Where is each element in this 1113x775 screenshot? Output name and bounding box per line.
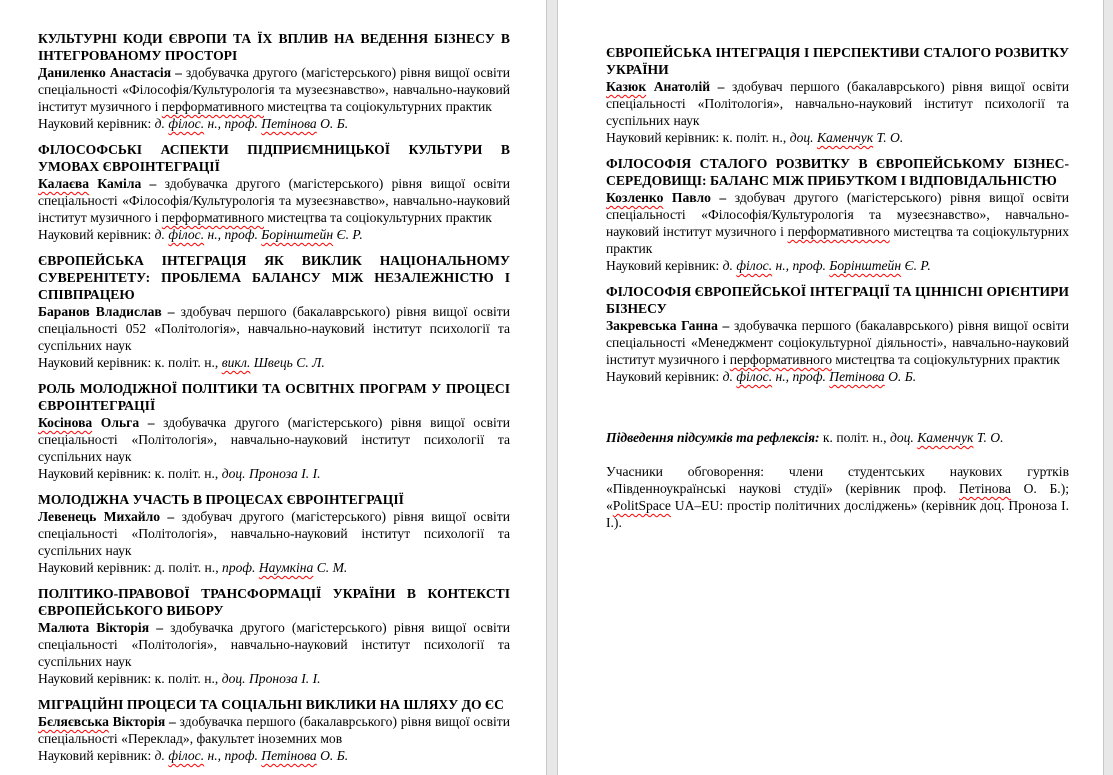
closing-summary-line (606, 429, 1069, 446)
entry-presenter-line (38, 619, 510, 670)
presentation-entry (38, 380, 510, 482)
misspelled-word: Борінштейн (829, 258, 902, 273)
presentation-entry (38, 696, 510, 764)
presentation-entry (38, 141, 510, 243)
misspelled-word: перформативного (161, 99, 264, 114)
misspelled-word: Казюк (606, 79, 647, 94)
text-run: здобувачка першого (бакалаврського) рівня вищої освіти спеціальності «Менеджмент соціокультурної діяльності», навчально-науковий інститут музичного і (606, 318, 1069, 367)
entries (38, 30, 510, 764)
closing (606, 429, 1069, 531)
text-run: здобувач другого (магістерського) рівня вищої освіти спеціальності «Філософія/Культурологія та музеєзнавство», навчально-науковий інститут музичного і (606, 190, 1069, 239)
misspelled-word: Наумкіна (258, 560, 314, 575)
entries (606, 44, 1069, 385)
text-run: здобувачка першого (бакалаврського) рівня вищої освіти спеціальності «Переклад», факультет іноземних мов (38, 714, 510, 746)
misspelled-word: філос. (736, 369, 773, 384)
entry-title: ФІЛОСОФІЯ СТАЛОГО РОЗВИТКУ В ЄВРОПЕЙСЬКОМУ БІЗНЕС-СЕРЕДОВИЩІ: БАЛАНС МІЖ ПРИБУТКОМ І ВІДПОВІДАЛЬНІСТЮ (606, 156, 1069, 188)
text-run: д. (154, 748, 169, 763)
text-run: Т. О. (873, 130, 904, 145)
misspelled-word: Петінова (261, 116, 317, 131)
presentation-entry (606, 44, 1069, 146)
entry-title: ЄВРОПЕЙСЬКА ІНТЕГРАЦІЯ І ПЕРСПЕКТИВИ СТАЛОГО РОЗВИТКУ УКРАЇНИ (606, 45, 1069, 77)
entry-supervisor-line (38, 747, 510, 764)
presentation-entry (38, 491, 510, 576)
entry-presenter-line (606, 317, 1069, 368)
text-run: Науковий керівник: (38, 227, 155, 242)
misspelled-word: Калаєва (38, 176, 90, 191)
presentation-entry (38, 30, 510, 132)
entry-presenter-line (38, 414, 510, 465)
page-right (558, 0, 1104, 775)
entry-supervisor-line (606, 368, 1069, 385)
text-run: О. Б. (884, 369, 917, 384)
text-run: О. Б. (316, 748, 349, 763)
text-run: Учасники обговорення: члени студентських наукових гуртків «Південноукраїнські наукові студії» (керівник проф. (606, 464, 1069, 496)
text-run: д. (154, 227, 169, 242)
text-run: Даниленко Анастасія – (38, 65, 182, 80)
entry-presenter-line (606, 189, 1069, 257)
text-run: доц. (789, 130, 817, 145)
entry-supervisor-line (38, 354, 510, 371)
entry-title: ФІЛОСОФСЬКІ АСПЕКТИ ПІДПРИЄМНИЦЬКОЇ КУЛЬТУРИ В УМОВАХ ЄВРОІНТЕГРАЦІЇ (38, 142, 510, 174)
text-run: здобувачка другого (магістерського) рівня вищої освіти спеціальності «Політологія», навчально-науковий інститут психології та суспільних наук (38, 620, 510, 669)
text-run: Науковий керівник: (606, 369, 723, 384)
text-run: н., проф. (772, 258, 830, 273)
text-run: мистецтва та соціокультурних практик (264, 210, 492, 225)
text-run: здобувач другого (магістерського) рівня вищої освіти спеціальності «Політологія», навчально-науковий інститут психології та суспільних наук (38, 509, 510, 558)
text-run: Є. Р. (333, 227, 363, 242)
entry-supervisor-line (38, 115, 510, 132)
text-run: д. (154, 116, 169, 131)
text-run: здобувач першого (бакалаврського) рівня вищої освіти спеціальності 052 «Політологія», навчально-науковий інститут психології та суспільних наук (38, 304, 510, 353)
text-run: Ольга – (92, 415, 155, 430)
entry-supervisor-line (606, 129, 1069, 146)
entry-presenter-line (606, 78, 1069, 129)
presentation-entry (606, 155, 1069, 274)
text-run: Науковий керівник: к. політ. н., (606, 130, 790, 145)
text-run: Закревська Ганна – (606, 318, 730, 333)
entry-supervisor-line (38, 465, 510, 482)
misspelled-word: філос. (168, 116, 205, 131)
text-run: мистецтва та соціокультурних практик (264, 99, 492, 114)
text-run: Науковий керівник: (606, 258, 723, 273)
text-run: н., проф. (204, 227, 262, 242)
misspelled-word: Петінова (829, 369, 885, 384)
misspelled-word: Борінштейн (261, 227, 334, 242)
entry-title: МІГРАЦІЙНІ ПРОЦЕСИ ТА СОЦІАЛЬНІ ВИКЛИКИ НА ШЛЯХУ ДО ЄС (38, 697, 504, 712)
text-run: Підведення підсумків та рефлексія: (606, 430, 820, 445)
text-run: О. Б. (316, 116, 349, 131)
misspelled-word: Косінова (38, 415, 93, 430)
text-run: Науковий керівник: (38, 116, 155, 131)
entry-supervisor-line (38, 670, 510, 687)
text-run: д. (722, 258, 737, 273)
text-run: доц. (889, 430, 918, 445)
text-run: Швець С. Л. (250, 355, 325, 370)
text-run: Науковий керівник: к. політ. н., (38, 355, 222, 370)
misspelled-word: Козленко (606, 190, 664, 205)
misspelled-word: перформативного (729, 352, 832, 367)
text-run: здобувачка другого (магістерського) рівня вищої освіти спеціальності «Політологія», навчально-науковий інститут психології та суспільних наук (38, 415, 510, 464)
text-run: Науковий керівник: к. політ. н., (38, 671, 222, 686)
entry-supervisor-line (38, 226, 510, 243)
text-run: Науковий керівник: д. політ. н., (38, 560, 223, 575)
text-run: н., проф. (204, 116, 262, 131)
page-left (0, 0, 546, 775)
misspelled-word: філос. (736, 258, 773, 273)
misspelled-word: викл. (221, 355, 251, 370)
text-run: д. (722, 369, 737, 384)
text-run: н., проф. (204, 748, 262, 763)
misspelled-word: перформативного (161, 210, 264, 225)
text-run: мистецтва та соціокультурних практик (606, 224, 1069, 256)
misspelled-word: Бєляєвська (38, 714, 109, 729)
misspelled-word: філос. (168, 748, 205, 763)
entry-presenter-line (38, 508, 510, 559)
text-run: Павло – (663, 190, 727, 205)
presentation-entry (606, 283, 1069, 385)
entry-title: РОЛЬ МОЛОДІЖНОЇ ПОЛІТИКИ ТА ОСВІТНІХ ПРОГРАМ У ПРОЦЕСІ ЄВРОІНТЕГРАЦІЇ (38, 381, 510, 413)
text-run: здобувачка другого (магістерського) рівня вищої освіти спеціальності «Філософія/Культурологія та музеєзнавство», навчально-науковий інститут музичного і (38, 176, 510, 225)
text-run: мистецтва та соціокультурних практик (832, 352, 1060, 367)
presentation-entry (38, 252, 510, 371)
presentation-entry (38, 585, 510, 687)
text-run: Науковий керівник: к. політ. н., (38, 466, 222, 481)
misspelled-word: PolitSpace (612, 498, 671, 513)
text-run: О. Б.); « (606, 481, 1069, 513)
page-gutter (546, 0, 558, 775)
text-run: к. політ. н., (819, 430, 890, 445)
misspelled-word: Петінова (958, 481, 1011, 496)
misspelled-word: Каменчук (917, 430, 974, 445)
entry-supervisor-line (38, 559, 510, 576)
text-run: Є. Р. (901, 258, 931, 273)
text-run: здобувачка другого (магістерського) рівня вищої освіти спеціальності «Філософія/Культурологія та музеєзнавство», навчально-науковий інститут музичного і (38, 65, 511, 114)
entry-supervisor-line (606, 257, 1069, 274)
closing-participants-line (606, 463, 1069, 531)
entry-title: ФІЛОСОФІЯ ЄВРОПЕЙСЬКОЇ ІНТЕГРАЦІЇ ТА ЦІННІСНІ ОРІЄНТИРИ БІЗНЕСУ (606, 284, 1069, 316)
misspelled-word: Петінова (261, 748, 317, 763)
text-run: Баранов Владислав – (38, 304, 175, 319)
entry-presenter-line (38, 175, 510, 226)
text-run: Анатолій – (646, 79, 725, 94)
text-run: доц. Проноза І. І. (221, 466, 321, 481)
misspelled-word: перформативного (787, 224, 890, 239)
text-run: Каміла – (89, 176, 157, 191)
text-run: проф. (222, 560, 259, 575)
entry-presenter-line (38, 64, 510, 115)
text-run: С. М. (313, 560, 348, 575)
text-run: Т. О. (973, 430, 1004, 445)
text-run: Левенець Михайло – (38, 509, 175, 524)
entry-presenter-line (38, 713, 510, 747)
text-run: доц. Проноза І. І. (221, 671, 321, 686)
text-run: здобувач першого (бакалаврського) рівня вищої освіти спеціальності «Політологія», навчально-науковий інститут психології та суспільних наук (606, 79, 1069, 128)
misspelled-word: філос. (168, 227, 205, 242)
text-run: UA–EU: простір політичних досліджень» (керівник доц. Проноза І. І.). (606, 498, 1069, 530)
text-run: н., проф. (772, 369, 830, 384)
text-run: Вікторія – (108, 714, 176, 729)
text-run: Науковий керівник: (38, 748, 155, 763)
entry-title: МОЛОДІЖНА УЧАСТЬ В ПРОЦЕСАХ ЄВРОІНТЕГРАЦІЇ (38, 492, 404, 507)
entry-title: КУЛЬТУРНІ КОДИ ЄВРОПИ ТА ЇХ ВПЛИВ НА ВЕДЕННЯ БІЗНЕСУ В ІНТЕГРОВАНОМУ ПРОСТОРІ (38, 31, 510, 63)
entry-title: ПОЛІТИКО-ПРАВОВОЇ ТРАНСФОРМАЦІЇ УКРАЇНИ В КОНТЕКСТІ ЄВРОПЕЙСЬКОГО ВИБОРУ (38, 586, 510, 618)
entry-title: ЄВРОПЕЙСЬКА ІНТЕГРАЦІЯ ЯК ВИКЛИК НАЦІОНАЛЬНОМУ СУВЕРЕНІТЕТУ: ПРОБЛЕМА БАЛАНСУ МІЖ НЕЗАЛЕЖНІСТЮ І СПІВПРАЦЕЮ (38, 253, 510, 302)
text-run: Малюта Вікторія – (38, 620, 164, 635)
misspelled-word: Каменчук (816, 130, 874, 145)
entry-presenter-line (38, 303, 510, 354)
